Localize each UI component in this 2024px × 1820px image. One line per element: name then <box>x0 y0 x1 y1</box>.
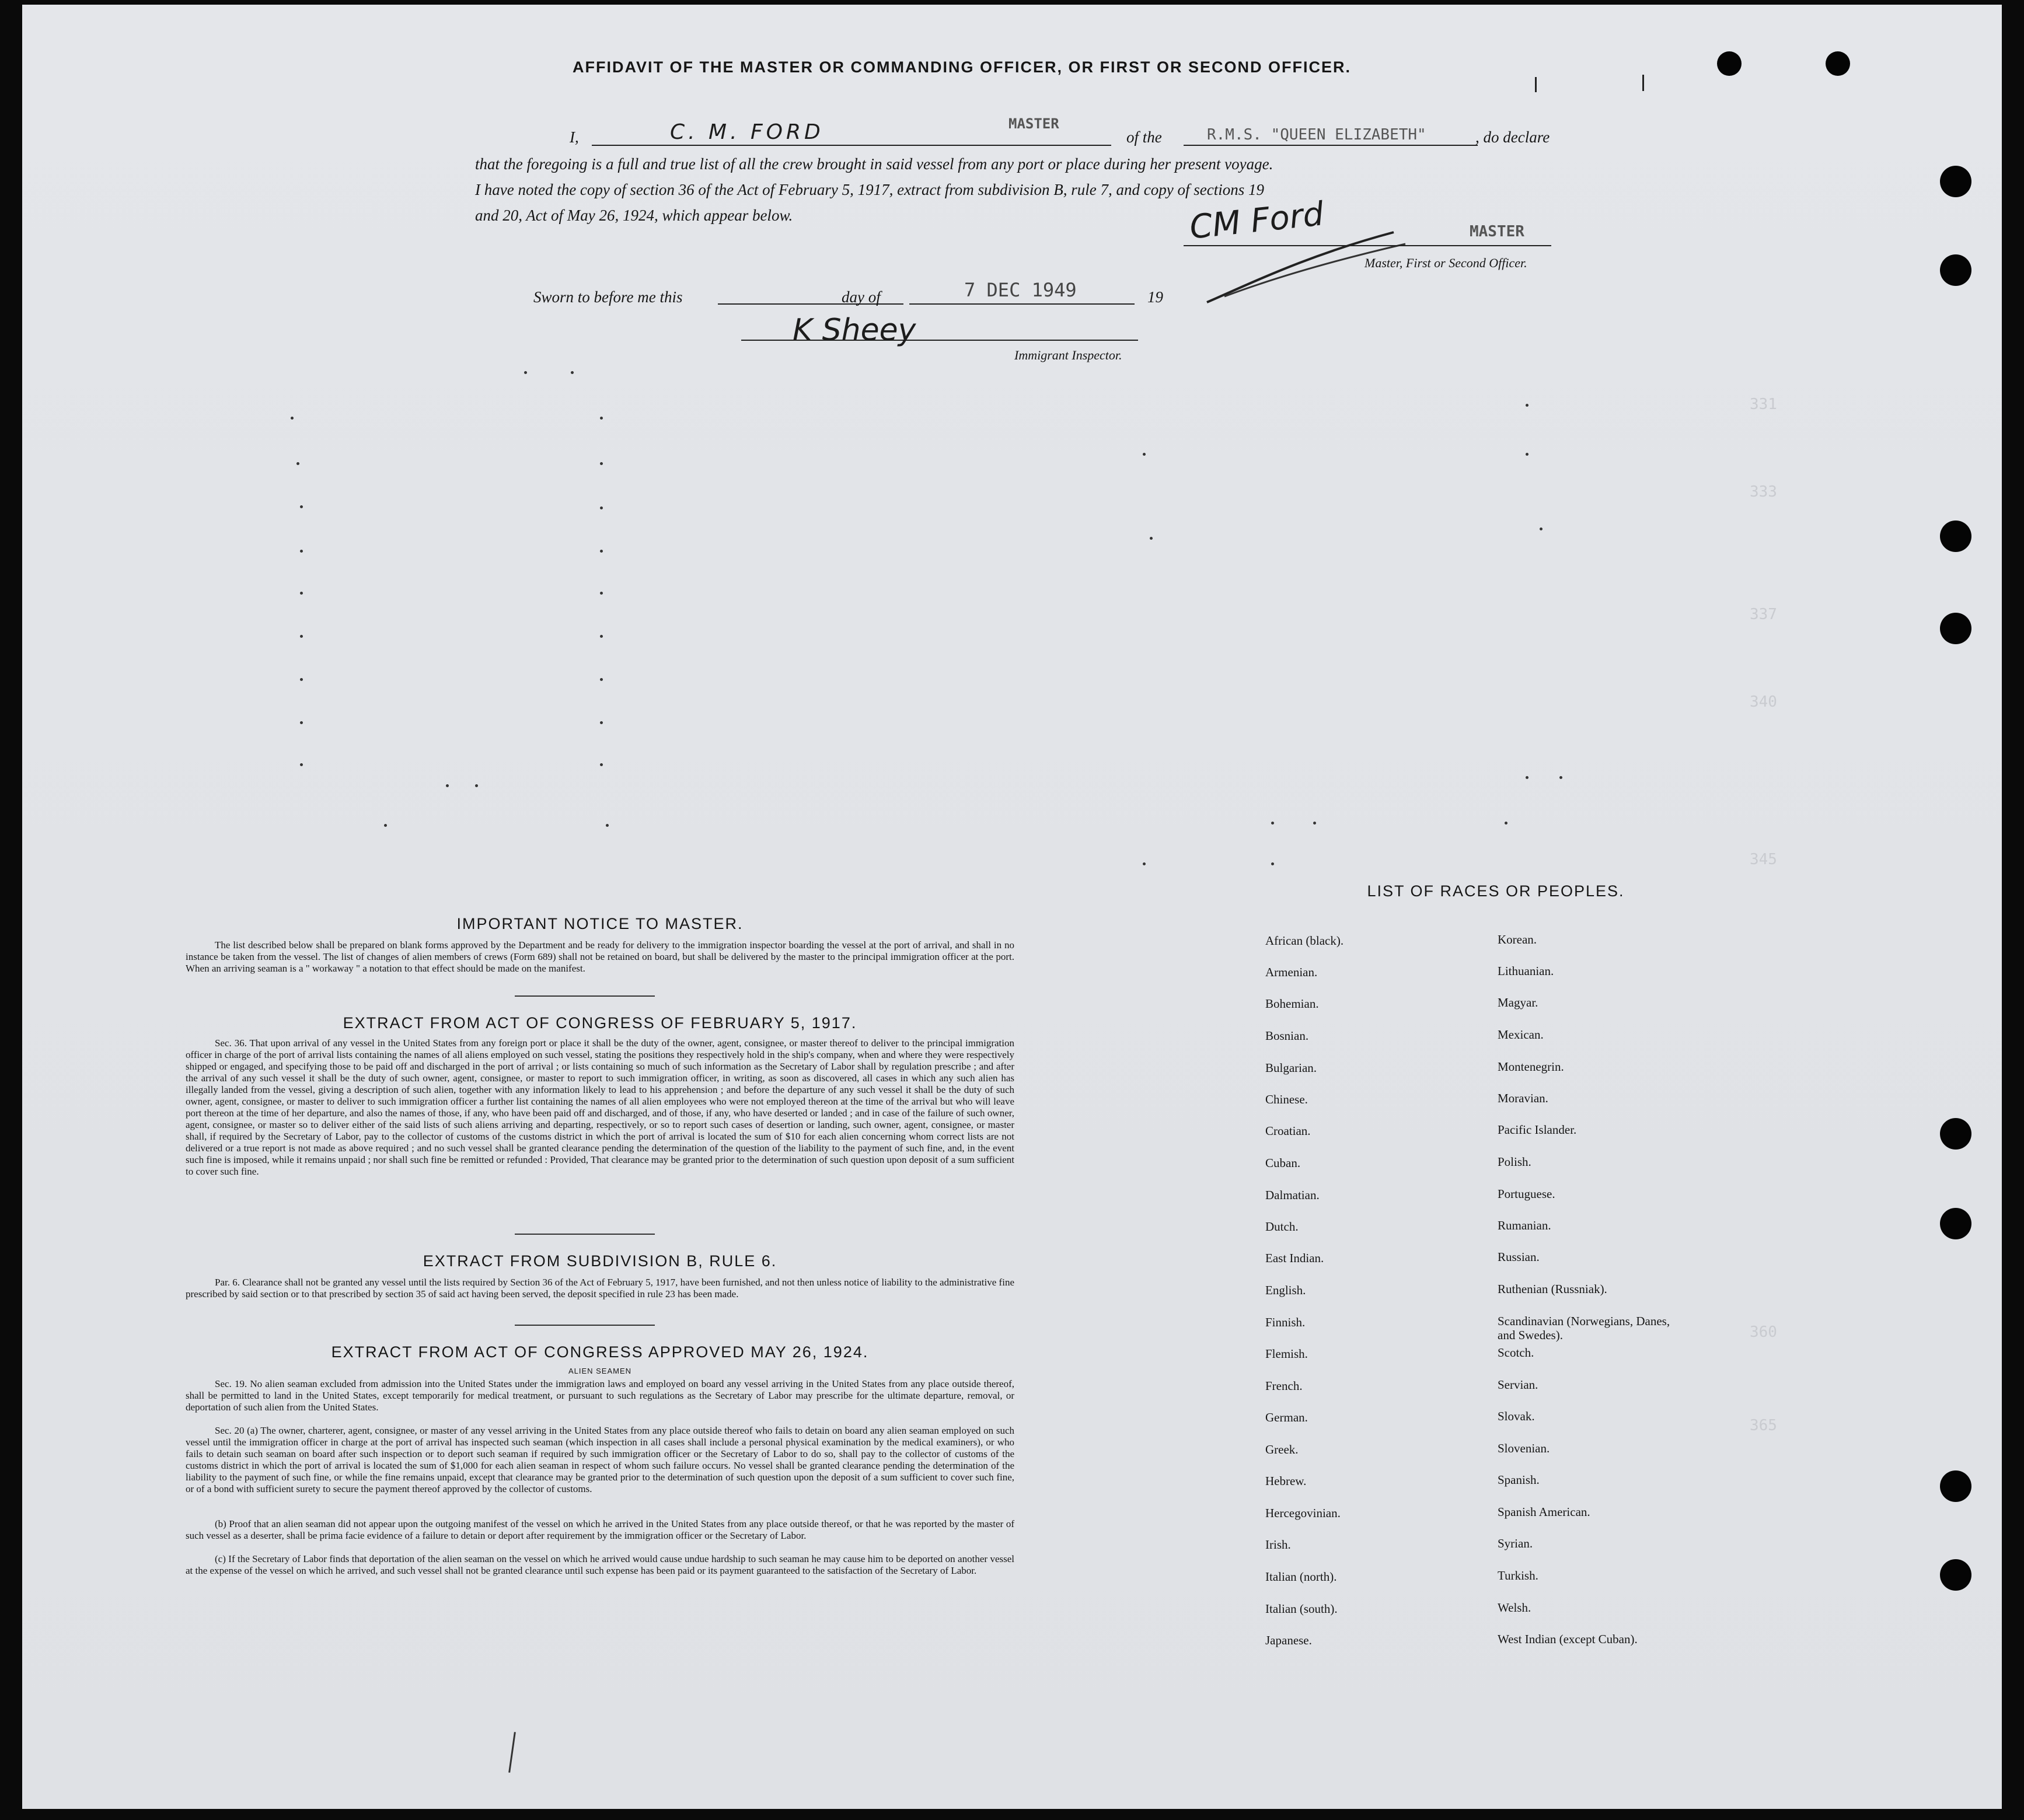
affidavit-line4: and 20, Act of May 26, 1924, which appear below. <box>475 207 793 224</box>
extract3-sec20c: (c) If the Secretary of Labor finds that deportation of the alien seaman on the vessel on which he arrived would cause undue hardship to such seaman he may cause him to be deported on another vessel at the expense of the vessel on which he arrived, and such vessel shall not be granted clearance until such expense has been paid or its payment guaranteed to the satisfaction of the Secretary of Labor. <box>186 1553 1014 1576</box>
race-item: English. <box>1265 1283 1306 1297</box>
notice-body: The list described below shall be prepared on blank forms approved by the Department and be ready for delivery to the immigration inspector boarding the vessel at the port of arrival, and shall in no instance be taken from the vessel. The list of changes of alien members of crews (Form 689) shall not be retained on board, but shall be delivered by the master to the principal immigration officer at the port. When an arriving seaman is a " workaway " a notation to that effect should be made on the manifest. <box>186 939 1014 974</box>
race-item: Spanish American. <box>1498 1505 1590 1519</box>
race-item: Scandinavian (Norwegians, Danes, and Swedes). <box>1498 1314 1670 1342</box>
extract1-body: Sec. 36. That upon arrival of any vessel in the United States from any foreign port or place it shall be the duty of the owner, agent, consignee, or master thereof to deliver to the principal immigration officer in charge of the port of arrival lists containing the names of all aliens employed on such vessel, stating the positions they respectively hold in the ship's company, when and where they were respectively shipped or engaged, and specifying those to be paid off and discharged in the port of arrival ; or lists containing so much of such information as the Secretary of Labor shall by regulation prescribe ; and after the arrival of any such vessel it shall be the duty of such owner, agent, consignee, or master to report to such immigration officer, in writing, as soon as discovered, all cases in which any such alien has illegally landed from the vessel, giving a description of such alien, together with any information likely to lead to his apprehension ; and before the departure of any such vessel it shall be the duty of such owner, agent, consignee, or master to deliver to such immigration officer a further list containing the names of all alien employees who were not employed thereon at the time of the arrival but who will leave port thereon at the time of her departure, and also the names of those, if any, who have been paid off and discharged, and of those, if any, who have deserted or landed ; and in case of the failure of such owner, agent, consignee, or master so to deliver either of the said lists of such aliens arriving and departing, respectively, or so to report such cases of desertion or landing, such owner, agent, consignee, or master shall, if required by the Secretary of Labor, pay to the collector of customs of the customs district in which the port of arrival is located the sum of $10 for each alien concerning whom correct lists are not delivered or a true report is not made as above required ; and no such vessel shall be granted clearance pending the determination of the question of the liability to the payment of such fine, and, in the event such fine is imposed, while it remains unpaid ; nor shall such fine be remitted or refunded : Provided, That clearance may be granted prior to the determination of such question upon deposit of a sum sufficient to cover such fine. <box>186 1037 1014 1177</box>
extract1-divider <box>515 1234 655 1235</box>
race-item: Slovak. <box>1498 1409 1535 1423</box>
race-item: Italian (south). <box>1265 1602 1338 1616</box>
master-caption: Master, First or Second Officer. <box>1365 256 1527 270</box>
affidavit-line2: that the foregoing is a full and true list of all the crew brought in said vessel from any port or place during her present voyage. <box>475 155 1273 173</box>
race-item: Bohemian. <box>1265 997 1319 1011</box>
race-item: Japanese. <box>1265 1633 1312 1647</box>
extract3-title: EXTRACT FROM ACT OF CONGRESS APPROVED MAY 26, 1924. <box>331 1343 869 1361</box>
notice-title: IMPORTANT NOTICE TO MASTER. <box>456 915 744 932</box>
race-item: Ruthenian (Russniak). <box>1498 1282 1607 1296</box>
day-of-label: day of <box>842 288 881 306</box>
punch-hole-icon <box>1940 254 1971 286</box>
race-item: Syrian. <box>1498 1536 1533 1550</box>
date-stamp: 7 DEC 1949 <box>964 279 1077 301</box>
race-item: Korean. <box>1498 932 1537 946</box>
race-item: Cuban. <box>1265 1156 1301 1170</box>
race-item: Spanish. <box>1498 1473 1540 1487</box>
race-item: Irish. <box>1265 1538 1291 1552</box>
punch-hole-icon <box>1940 1118 1971 1150</box>
race-item: Armenian. <box>1265 965 1318 979</box>
race-item: Welsh. <box>1498 1601 1531 1615</box>
master-signature: CM Ford <box>1188 195 1326 247</box>
punch-hole-icon <box>1826 51 1850 76</box>
master-signature-line <box>1184 245 1551 246</box>
extract3-subtitle: ALIEN SEAMEN <box>568 1367 632 1375</box>
race-item: Finnish. <box>1265 1315 1306 1329</box>
extract2-body: Par. 6. Clearance shall not be granted any vessel until the lists required by Section 36 of the Act of February 5, 1917, have been furnished, and not then unless notice of liability to the administrative fine prescribed by said section or to that prescribed by section 35 of said act having been served, the deposit specified in rule 23 has been made. <box>186 1277 1014 1299</box>
race-item: Dutch. <box>1265 1220 1299 1234</box>
vessel-name: R.M.S. "QUEEN ELIZABETH" <box>1207 126 1426 144</box>
race-item: Mexican. <box>1498 1028 1544 1042</box>
inspector-caption: Immigrant Inspector. <box>1014 348 1122 362</box>
race-item: Turkish. <box>1498 1569 1538 1583</box>
punch-hole-icon <box>1940 1208 1971 1239</box>
race-item: Slovenian. <box>1498 1441 1550 1455</box>
race-item: East Indian. <box>1265 1251 1324 1265</box>
notice-divider <box>515 995 655 997</box>
race-item: Pacific Islander. <box>1498 1123 1577 1137</box>
sworn-month-line <box>909 303 1135 305</box>
race-item: Greek. <box>1265 1442 1299 1456</box>
affidavit-line1-prefix: I, <box>570 128 579 146</box>
affidavit-line3: I have noted the copy of section 36 of the Act of February 5, 1917, extract from subdivision B, rule 7, and copy of sections 19 <box>475 181 1264 198</box>
race-item: Italian (north). <box>1265 1570 1337 1584</box>
of-the-label: of the <box>1126 128 1162 146</box>
race-item: Montenegrin. <box>1498 1060 1564 1074</box>
extract3-sec19: Sec. 19. No alien seaman excluded from admission into the United States under the immigration laws and employed on board any vessel arriving in the United States from any place outside thereof, shall be permitted to land in the United States, except temporarily for medical treatment, or pursuant to such regulations as the Secretary of Labor may prescribe for the ultimate departure, removal, or deportation of such alien from the United States. <box>186 1378 1014 1413</box>
race-item: Polish. <box>1498 1155 1531 1169</box>
year-prefix: 19 <box>1147 288 1163 306</box>
extract2-title: EXTRACT FROM SUBDIVISION B, RULE 6. <box>423 1252 777 1270</box>
stray-mark <box>1642 75 1644 91</box>
punch-hole-icon <box>1940 1559 1971 1591</box>
race-item: Moravian. <box>1498 1091 1548 1105</box>
race-item: African (black). <box>1265 934 1344 948</box>
extract3-sec20b: (b) Proof that an alien seaman did not appear upon the outgoing manifest of the vessel on which he arrived in the United States from any place outside thereof, or that he was reported by the master of such vessel as a deserter, shall be prima facie evidence of a failure to detain or deport after requirement by the immigration officer or the Secretary of Labor. <box>186 1518 1014 1541</box>
race-item: Flemish. <box>1265 1347 1308 1361</box>
race-item: Portuguese. <box>1498 1187 1555 1201</box>
race-item: Rumanian. <box>1498 1218 1551 1232</box>
extract1-title: EXTRACT FROM ACT OF CONGRESS OF FEBRUARY 5, 1917. <box>343 1014 857 1032</box>
document-page: 331 333 337 340 345 360 365 AFFIDAVIT OF THE MASTER OR COMMANDING OFFICER, OR FIRST OR SECOND OFFICER. I, C. M. FORD MASTER of the R.M.S. "QUEEN ELIZABETH" , do declare that the foregoing is a full and true list of all the crew brought in said vessel from any port or place during her present voyage. I have noted the copy of section 36 of the Act of February 5, 1917, extract from subdivision B, rule 7, and copy of sections 19 and 20, Act of May 26, 1924, which appear below. CM Ford MASTER Master, First or Second Officer. Sworn to before me this day of 7 DEC 1949 19 K Sheey Immigrant Inspector. IMPORTANT NOTICE TO MASTER. The list described below shall be prepared on blank forms approved by the Department and be ready for delivery to the immigration inspector boarding the vessel at the port of arrival, and shall in no instance be taken from the vessel. The list of changes of alien members of crews (Form 689) shall not be retained on board, but shall be delivered by the master to the principal immigration officer at the port. When an arriving seaman is a " workaway " a notation to that effect should be made on the manifest. EXTRACT FROM ACT OF CONGRESS OF FEBRUARY 5, 1917. Sec. 36. That upon arrival of any vessel in the United States from any foreign port or place it shall be the duty of the owner, agent, consignee, or master thereof to deliver to the principal immigration officer in charge of the port of arrival lists containing the names of all aliens employed on such vessel, stating the positions they respectively hold in the ship's company, when and where they were respectively shipped or engaged, and specifying those to be paid off and discharged in the port of arrival ; or lists containing so much of such information as the Secretary of Labor shall by regulation prescribe ; and after the arrival of any such vessel it shall be the duty of such owner, agent, consignee, or master to report to such immigration officer, in writing, as soon as discovered, all cases in which any such alien has illegally landed from the vessel, giving a description of such alien, together with any information likely to lead to his apprehension ; and before the departure of any such vessel it shall be the duty of such owner, agent, consignee, or master to deliver to such immigration officer a further list containing the names of all alien employees who were not employed thereon at the time of the arrival but who will leave port thereon at the time of her departure, and also the names of those, if any, who have been paid off and discharged, and of those, if any, who have deserted or landed ; and in case of the failure of such owner, agent, consignee, or master so to deliver either of the said lists of such aliens arriving and departing, respectively, or so to report such cases of desertion or landing, such owner, agent, consignee, or master shall, if required by the Secretary of Labor, pay to the collector of customs of the customs district in which the port of arrival is located the sum of $10 for each alien concerning whom correct lists are not delivered or a true report is not made as above required ; and no such vessel shall be granted clearance pending the determination of the question of the liability to the payment of such fine, and, in the event such fine is imposed, while it remains unpaid ; nor shall such fine be remitted or refunded : Provided, That clearance may be granted prior to the determination of such question upon deposit of a sum sufficient to cover such fine. EXTRACT FROM SUBDIVISION B, RULE 6. Par. 6. Clearance shall not be granted any vessel until the lists required by Section 36 of the Act of February 5, 1917, have been furnished, and not then unless notice of liability to the administrative fine prescribed by said section or to that prescribed by section 35 of said act having been served, the deposit specified in rule 23 has been made. EXTRACT FROM ACT OF CONGRESS APPROVED MAY 26, 1924. ALIEN SEAMEN Sec. 19. No alien seaman excluded from admission into the United States under the immigration laws and employed on board any vessel arriving in the United States from any place outside thereof, shall be permitted to land in the United States, except temporarily for medical treatment, or pursuant to such regulations as the Secretary of Labor may prescribe for the ultimate departure, removal, or deportation of such alien from the United States. Sec. 20 (a) The owner, charterer, agent, consignee, or master of any vessel arriving in the United States from any place outside thereof who fails to detain on board any alien seaman employed on such vessel until the immigration officer in charge at the port of arrival has inspected such seaman (which inspection in all cases shall include a personal physical examination by the medical examiners), or who fails to detain such seaman on board after such inspection or to deport such seaman if required by such immigration officer or the Secretary of Labor to do so, shall pay to the collector of customs of the customs district in which the port of arrival is located the sum of $1,000 for each alien seaman in respect of whom such failure occurs. No vessel shall be granted clearance pending the determination of the liability to the payment of such fine, or while the fine remains unpaid, except that clearance may be granted prior to the determination of such question upon the deposit of a sum sufficient to cover such fine, or of a bond with sufficient surety to secure the payment thereof approved by the collector of customs. (b) Proof that an alien seaman did not appear upon the outgoing manifest of the vessel on which he arrived in the United States from any place outside thereof, or that he was reported by the master of such vessel as a deserter, shall be prima facie evidence of a failure to detain or deport after requirement by the immigration officer or the Secretary of Labor. (c) If the Secretary of Labor finds that deportation of the alien seaman on the vessel on which he arrived would cause undue hardship to such seaman he may cause him to be deported on another vessel at the expense of the vessel on which he arrived, and such vessel shall not be granted clearance until such expense has been paid or its payment guaranteed to the satisfaction of the Secretary of Labor. LIST OF RACES OR PEOPLES. African (black). Armenian. Bohemian. Bosnian. Bulgarian. Chinese. Croatian. Cuban. Dalmatian. Dutch. East Indian. English. Finnish. Flemish. French. German. Greek. Hebrew. Hercegovinian. Irish. Italian (north). Italian (south). Japanese. Korean. Lithuanian. Magyar. Mexican. Montenegrin. Moravian. Pacific Islander. Polish. Portuguese. Rumanian. Russian. Ruthenian (Russniak). Scandinavian (Norwegians, Danes, and Swedes). Scotch. Servian. Slovak. Slovenian. Spanish. Spanish American. Syrian. Turkish. Welsh. West Indian (except Cuban). <box>22 5 2002 1809</box>
race-item: Bulgarian. <box>1265 1061 1317 1075</box>
punch-hole-icon <box>1940 1470 1971 1502</box>
race-item: Servian. <box>1498 1378 1538 1392</box>
race-item: West Indian (except Cuban). <box>1498 1632 1638 1646</box>
race-item: Hebrew. <box>1265 1474 1307 1488</box>
extract2-divider <box>515 1325 655 1326</box>
race-item: Hercegovinian. <box>1265 1506 1341 1520</box>
race-item: French. <box>1265 1379 1303 1393</box>
races-title: LIST OF RACES OR PEOPLES. <box>1367 882 1625 900</box>
stray-mark <box>508 1732 516 1773</box>
race-item: Chinese. <box>1265 1092 1308 1106</box>
master-name: C. M. FORD <box>670 120 824 144</box>
inspector-signature: K Sheey <box>793 313 916 348</box>
race-item: German. <box>1265 1410 1308 1424</box>
race-item: Dalmatian. <box>1265 1188 1320 1202</box>
vessel-line <box>1184 145 1478 146</box>
punch-hole-icon <box>1940 521 1971 552</box>
race-item: Russian. <box>1498 1250 1540 1264</box>
do-declare-label: , do declare <box>1475 128 1550 146</box>
race-item: Magyar. <box>1498 995 1538 1009</box>
race-item: Croatian. <box>1265 1124 1311 1138</box>
punch-hole-icon <box>1717 51 1742 76</box>
extract3-sec20a: Sec. 20 (a) The owner, charterer, agent, consignee, or master of any vessel arriving in the United States from any place outside thereof who fails to detain on board any alien seaman employed on such vessel until the immigration officer in charge at the port of arrival has inspected such seaman (which inspection in all cases shall include a personal physical examination by the medical examiners), or who fails to detain such seaman on board after such inspection or to deport such seaman if required by such immigration officer or the Secretary of Labor to do so, shall pay to the collector of customs of the customs district in which the port of arrival is located the sum of $1,000 for each alien seaman in respect of whom such failure occurs. No vessel shall be granted clearance pending the determination of the liability to the payment of such fine, or while the fine remains unpaid, except that clearance may be granted prior to the determination of such question upon the deposit of a sum sufficient to cover such fine, or of a bond with sufficient surety to secure the payment thereof approved by the collector of customs. <box>186 1425 1014 1494</box>
race-item: Lithuanian. <box>1498 964 1554 978</box>
affidavit-title: AFFIDAVIT OF THE MASTER OR COMMANDING OFFICER, OR FIRST OR SECOND OFFICER. <box>573 58 1351 76</box>
master-name-line <box>592 145 1111 146</box>
master-stamp: MASTER <box>1008 116 1059 132</box>
sworn-label: Sworn to before me this <box>533 288 683 306</box>
signature-stamp: MASTER <box>1470 223 1524 240</box>
punch-hole-icon <box>1940 613 1971 644</box>
race-item: Bosnian. <box>1265 1029 1309 1043</box>
stray-mark <box>1535 77 1537 92</box>
punch-hole-icon <box>1940 166 1971 197</box>
race-item: Scotch. <box>1498 1346 1534 1360</box>
